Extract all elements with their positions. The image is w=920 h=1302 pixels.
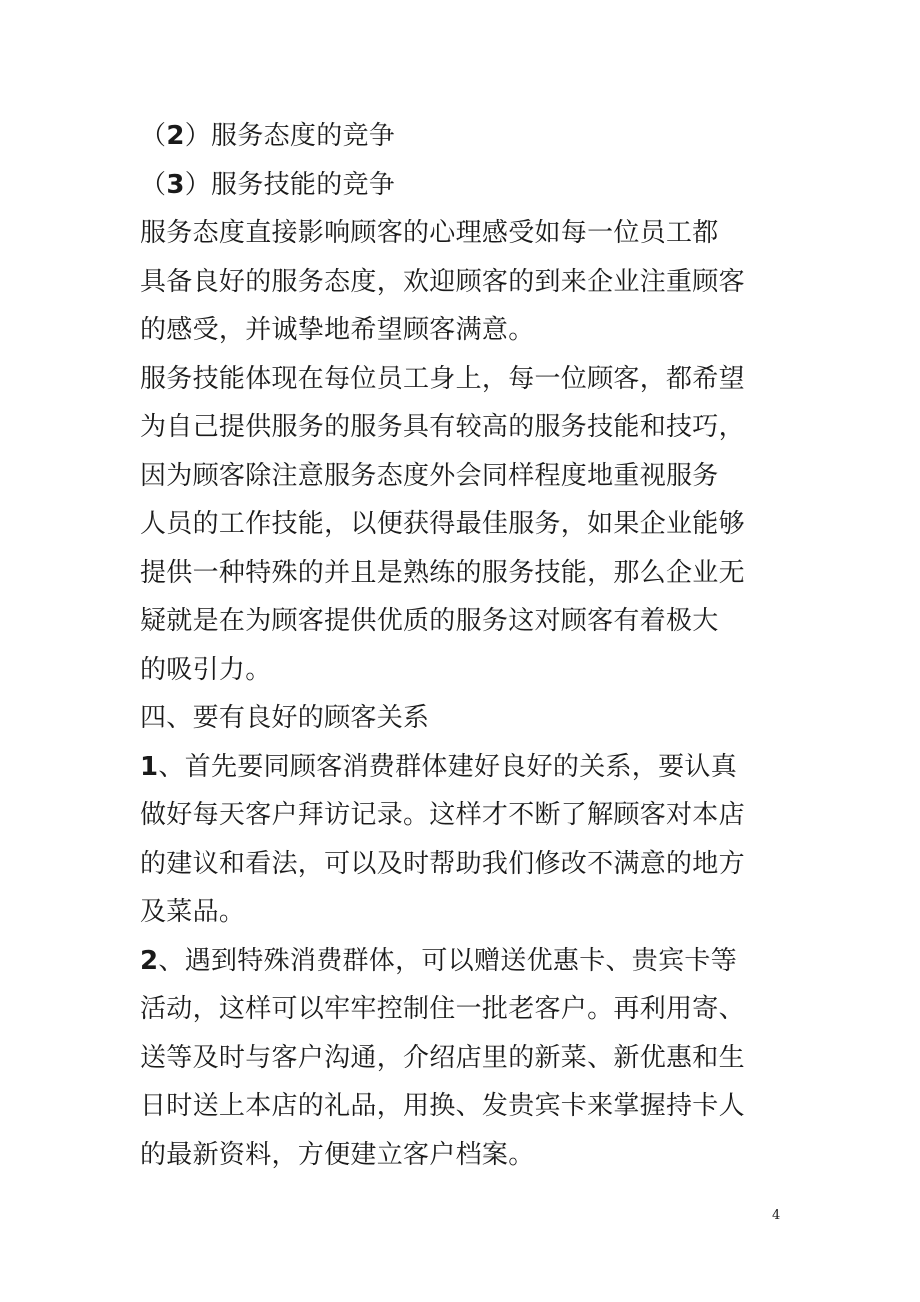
list-item-text: 服务态度的竞争	[211, 121, 396, 151]
paragraph-line: 提供一种特殊的并且是熟练的服务技能，那么企业无	[140, 557, 745, 588]
paragraph-line: 服务态度直接影响顾客的心理感受如每一位员工都	[140, 218, 719, 248]
point-text: 、首先要同顾客消费群体建好良好的关系，要认真	[158, 751, 738, 782]
paragraph-line: 日时送上本店的礼品，用换、发贵宾卡来掌握持卡人	[140, 1091, 745, 1121]
paragraph-service-skill	[140, 355, 788, 695]
paragraph-line: 做好每天客户拜访记录。这样才不断了解顾客对本店	[140, 800, 745, 830]
list-number: 2	[166, 121, 185, 151]
point-text: 、遇到特殊消费群体，可以赠送优惠卡、贵宾卡等	[158, 945, 738, 976]
point-2	[140, 937, 788, 1180]
point-1	[140, 743, 788, 937]
list-item-3: （3）服务技能的竞争	[140, 169, 396, 200]
paragraph-line: 的最新资料，方便建立客户档案。	[140, 1139, 535, 1170]
list-item-text: 服务技能的竞争	[211, 169, 396, 200]
paragraph-line	[140, 743, 788, 792]
paragraph-line	[140, 937, 788, 986]
paragraph-line: 疑就是在为顾客提供优质的服务这对顾客有着极大	[140, 606, 719, 636]
paragraph-line: 的建议和看法，可以及时帮助我们修改不满意的地方	[140, 848, 745, 879]
paragraph-line: 为自己提供服务的服务具有较高的服务技能和技巧，	[140, 412, 745, 442]
section-heading: 四、要有良好的顾客关系	[140, 703, 430, 733]
paragraph-line: 因为顾客除注意服务态度外会同样程度地重视服务	[140, 460, 719, 491]
paragraph-service-attitude	[140, 209, 788, 355]
paragraph-line: 的吸引力。	[140, 654, 272, 685]
paragraph-line: 服务技能体现在每位员工身上，每一位顾客，都希望	[140, 363, 745, 394]
point-number: 2	[140, 945, 159, 976]
paragraph-line: 活动，这样可以牢牢控制住一批老客户。再利用寄、	[140, 994, 745, 1024]
page-number: 4	[772, 1208, 781, 1223]
list-item-2: （2）服务态度的竞争	[140, 121, 396, 151]
paragraph-line: 人员的工作技能，以便获得最佳服务，如果企业能够	[140, 509, 745, 539]
paragraph-line: 及菜品。	[140, 897, 246, 927]
list-number: 3	[166, 169, 185, 200]
document-body	[140, 112, 788, 1179]
point-number: 1	[140, 751, 159, 782]
paragraph-line: 的感受，并诚挚地希望顾客满意。	[140, 315, 535, 345]
paragraph-line: 送等及时与客户沟通，介绍店里的新菜、新优惠和生	[140, 1042, 745, 1073]
paragraph-line: 具备良好的服务态度，欢迎顾客的到来企业注重顾客	[140, 266, 745, 297]
